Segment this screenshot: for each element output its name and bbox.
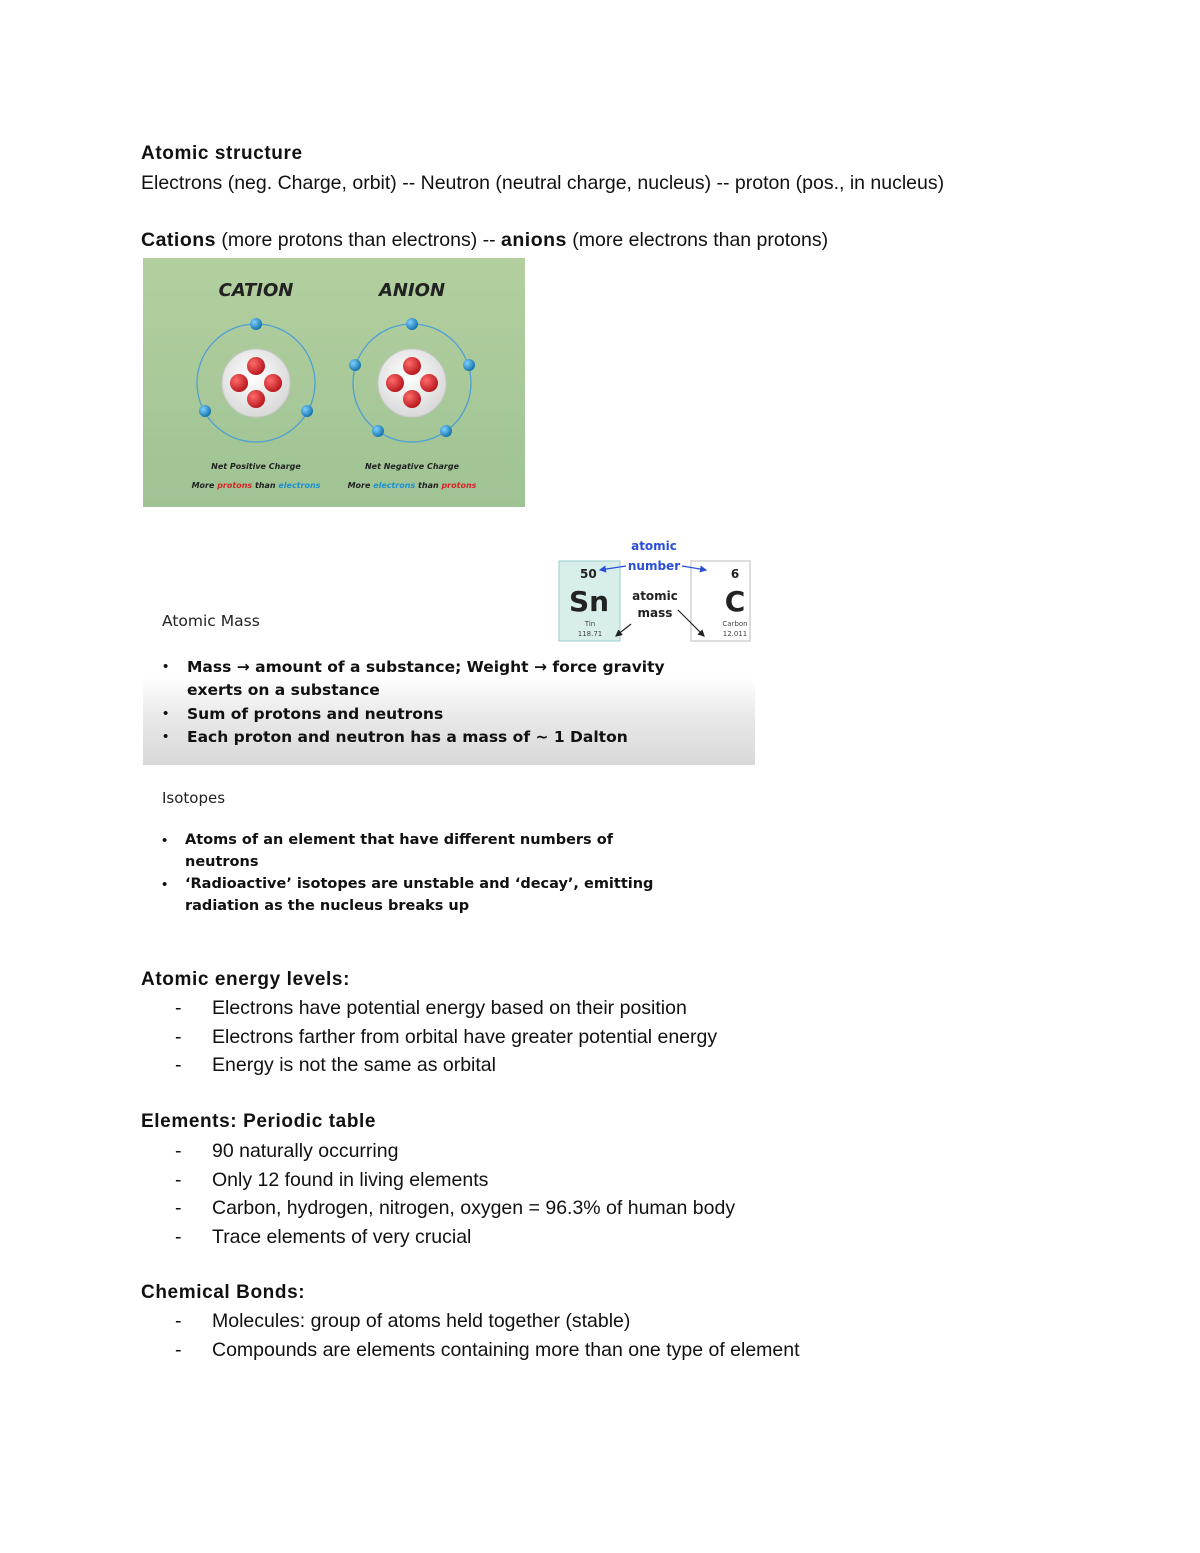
proton [386,374,404,392]
proton [230,374,248,392]
periodic-table-list [141,1137,735,1251]
sn-mass: 118.71 [577,630,603,638]
bullet: • [163,728,169,745]
list-item: - Electrons have potential energy based on their position [175,997,687,1019]
c-mass: 12.011 [722,630,748,638]
sn-atomic-number: 50 [580,567,597,581]
proton [403,390,421,408]
isotopes-title: Isotopes [162,789,226,807]
bullet: • [162,832,168,849]
electron [349,359,361,371]
anion-caption-2: More electrons than protons [347,481,477,490]
electron [250,318,262,330]
heading-chemical-bonds: Chemical Bonds: [141,1282,306,1303]
list-item: - Only 12 found in living elements [175,1168,489,1191]
mass-bullet-3: Each proton and neutron has a mass of ~ 1 Dalton [187,728,628,746]
atomic-mass-title: Atomic Mass [162,612,260,630]
label-mass: mass [637,606,673,620]
mass-bullet-1: Mass → amount of a substance; Weight → force gravity [187,658,665,676]
chemical-bonds-list [141,1307,800,1364]
isotope-bullet-1-cont: neutrons [185,854,259,870]
ions-line [141,229,828,252]
anions-desc: (more electrons than protons) [566,229,829,251]
heading-periodic-table: Elements: Periodic table [141,1111,377,1132]
label-atomic-2: atomic [632,589,678,603]
isotope-bullet-2-cont: radiation as the nucleus breaks up [185,898,470,914]
sn-name: Tin [584,620,596,628]
label-number: number [627,559,681,573]
atomic-mass-slide [143,535,755,930]
mass-bullet-2: Sum of protons and neutrons [187,705,444,723]
electron [406,318,418,330]
cations-desc: (more protons than electrons) -- [216,229,502,251]
isotope-bullet-2: ‘Radioactive’ isotopes are unstable and ‘decay’, emitting [185,876,654,892]
electron [463,359,475,371]
anion-caption-1: Net Negative Charge [364,462,460,471]
cation-caption-1: Net Positive Charge [211,462,301,471]
periodic-cells-diagram [558,535,753,645]
proton [247,357,265,375]
list-item: - Molecules: group of atoms held together (stable) [175,1310,631,1332]
c-name: Carbon [722,620,748,628]
electron [440,425,452,437]
proton [403,357,421,375]
cations-term: Cations [141,229,217,251]
isotope-bullet-1: Atoms of an element that have different numbers of [185,832,614,848]
figure-background [143,258,525,507]
sn-symbol: Sn [568,585,610,618]
list-item: - Compounds are elements containing more than one type of element [175,1338,800,1361]
list-item: - Energy is not the same as orbital [175,1054,496,1076]
proton [264,374,282,392]
anion-title: ANION [378,280,446,301]
energy-levels-list [141,994,717,1080]
bullet: • [162,876,168,893]
electron [301,405,313,417]
cation-caption-2: More protons than electrons [191,481,321,490]
bullet: • [163,705,169,722]
c-atomic-number: 6 [730,567,740,581]
list-item: - Electrons farther from orbital have greater potential energy [175,1025,718,1048]
mass-bullet-1-cont: exerts on a substance [187,681,380,699]
proton [247,390,265,408]
electron [199,405,211,417]
list-item: - Carbon, hydrogen, nitrogen, oxygen = 96.3% of human body [175,1197,736,1219]
label-atomic: atomic [631,539,677,553]
bullet: • [163,658,169,675]
list-item: - 90 naturally occurring [175,1140,399,1162]
proton [420,374,438,392]
c-symbol: C [724,585,746,618]
cation-title: CATION [218,280,294,301]
heading-atomic-structure: Atomic structure [141,143,303,164]
list-item: - Trace elements of very crucial [175,1225,472,1248]
heading-energy-levels: Atomic energy levels: [141,969,351,990]
anions-term: anions [501,229,567,251]
cation-anion-figure [143,258,525,507]
atomic-structure-line: Electrons (neg. Charge, orbit) -- Neutron (neutral charge, nucleus) -- proton (pos., in nucleus) [141,172,945,194]
electron [372,425,384,437]
